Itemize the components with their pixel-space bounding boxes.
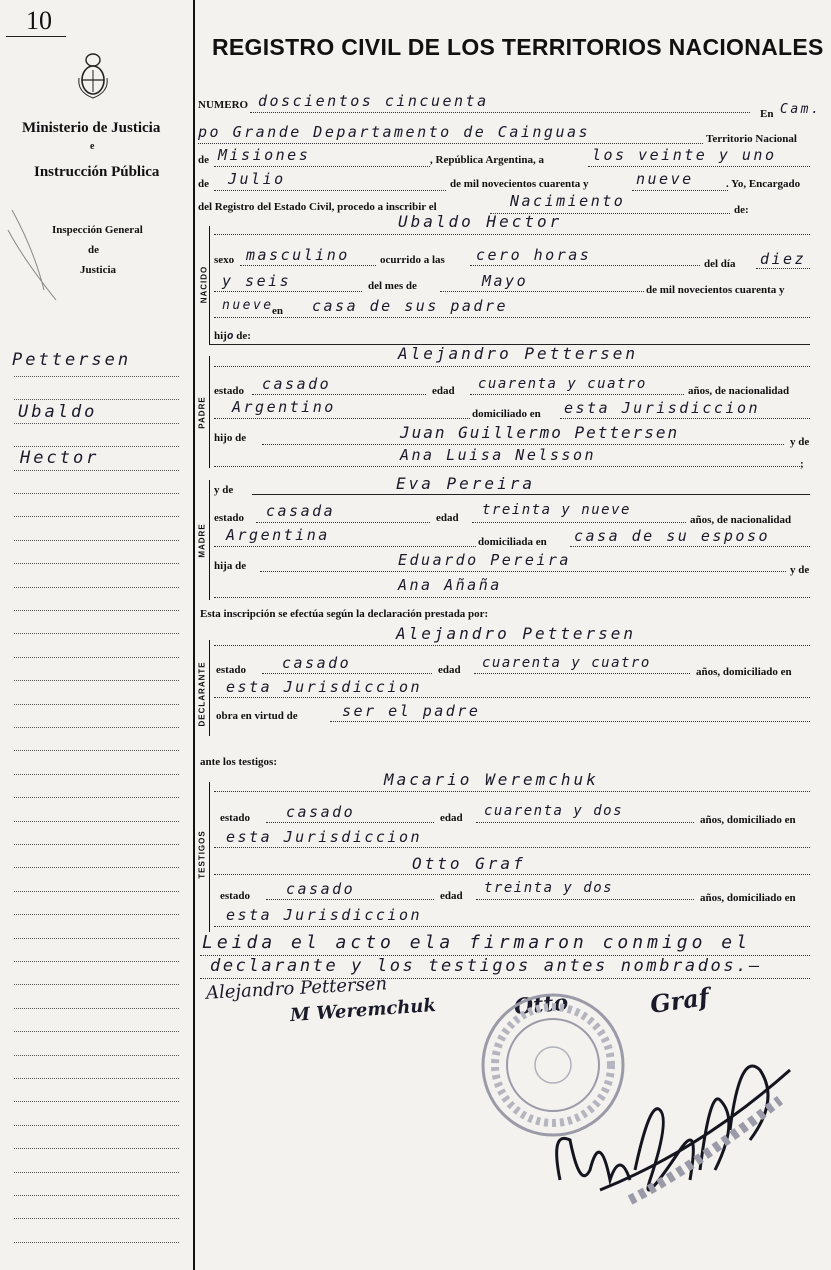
territorio-value: Misiones <box>218 146 311 164</box>
sexo-value: masculino <box>246 246 350 264</box>
ministry-line-2: e <box>90 141 95 152</box>
padre-semicolon: ; <box>800 458 804 470</box>
inspection-line-1: Inspección General <box>52 224 143 236</box>
margin-rule <box>14 423 179 424</box>
mes-value: Julio <box>228 170 286 188</box>
margin-rule <box>14 657 179 658</box>
madre-hija-de-label: hija de <box>214 560 247 572</box>
nacido-bracket <box>209 226 210 344</box>
margin-rule <box>14 399 179 400</box>
margin-rule <box>14 797 179 798</box>
madre-edad-value: treinta y nueve <box>482 502 631 518</box>
ministry-line-1: Ministerio de Justicia <box>22 120 161 136</box>
margin-rule <box>14 1148 179 1149</box>
testigo2-edad-label: edad <box>440 890 463 902</box>
margin-rule <box>14 540 179 541</box>
padre-bracket <box>209 356 210 468</box>
margin-rule <box>14 1055 179 1056</box>
madre-nacionalidad-value: Argentina <box>226 526 330 544</box>
margin-scribble <box>4 190 64 310</box>
declarante-anios-label: años, domiciliado en <box>696 666 792 678</box>
acto-value: Nacimiento <box>510 192 626 210</box>
padre-hijo-de-label: hijo de <box>214 432 247 444</box>
testigo1-edad-label: edad <box>440 812 463 824</box>
numero-value: doscientos cincuenta <box>258 92 489 110</box>
testigo1-nombre-value: Macario Weremchuk <box>384 770 599 789</box>
padre-estado-value: casado <box>262 375 332 393</box>
anio-value: nueve <box>636 170 694 188</box>
dia-cont-value: y seis <box>222 272 292 290</box>
testigo1-edad-value: cuarenta y dos <box>484 803 624 819</box>
dia-label: del día <box>704 258 736 270</box>
margin-rule <box>14 1218 179 1219</box>
margin-rule <box>14 680 179 681</box>
margin-rule <box>14 563 179 564</box>
margin-rule <box>14 587 179 588</box>
margin-rule <box>14 727 179 728</box>
declarante-nombre-value: Alejandro Pettersen <box>396 624 637 643</box>
margin-rule <box>14 1242 179 1243</box>
en-value: Cam. <box>780 102 822 117</box>
obra-label: obra en virtud de <box>216 710 298 722</box>
margin-rule <box>14 446 179 447</box>
republica-label: , República Argentina, a <box>430 154 544 166</box>
inscribir-label: del Registro del Estado Civil, procedo a inscribir el <box>198 201 437 213</box>
padre-domicilio-value: esta Jurisdiccion <box>564 399 761 417</box>
madre-y-de2-label: y de <box>790 564 810 576</box>
declarante-edad-label: edad <box>438 664 461 676</box>
margin-rule <box>14 1172 179 1173</box>
margin-rule <box>14 1125 179 1126</box>
padre-anios-label: años, de nacionalidad <box>688 385 790 397</box>
inspection-line-2: de <box>88 244 99 256</box>
padre-label: PADRE <box>197 396 207 429</box>
margin-rule <box>14 704 179 705</box>
margin-rule <box>14 1008 179 1009</box>
registrar-signature <box>540 1030 800 1210</box>
testigo1-estado-label: estado <box>220 812 250 824</box>
coat-of-arms-icon <box>76 48 110 102</box>
page-number: 10 <box>26 6 52 35</box>
testigos-intro-label: ante los testigos: <box>200 756 277 768</box>
nacido-mil-label: de mil novecientos cuarenta y <box>646 284 785 296</box>
nacido-anio-value: nueve <box>222 298 274 313</box>
margin-rule <box>14 1031 179 1032</box>
testigo2-domicilio-value: esta Jurisdiccion <box>226 906 423 924</box>
declaracion-intro-label: Esta inscripción se efectúa según la declaración prestada por: <box>200 608 489 620</box>
inspection-line-3: Justicia <box>80 264 117 276</box>
en-lugar-label: en <box>272 305 283 317</box>
margin-rule <box>14 867 179 868</box>
madre-y-de-label: y de <box>214 484 234 496</box>
margin-rule <box>14 891 179 892</box>
margin-rule <box>14 376 179 377</box>
nacido-lugar-value: casa de sus padre <box>312 297 509 315</box>
yo-label: . Yo, Encargado <box>726 178 801 190</box>
padre-madre-value: Ana Luisa Nelsson <box>400 446 597 464</box>
en-label: En <box>760 108 774 120</box>
declarante-edad-value: cuarenta y cuatro <box>482 655 651 671</box>
declarante-label: DECLARANTE <box>197 661 207 727</box>
closing-line-1: Leida el acto ela firmaron conmigo el <box>202 932 751 953</box>
margin-name-2: Hector <box>20 448 100 468</box>
margin-surname: Pettersen <box>12 350 132 370</box>
madre-estado-label: estado <box>214 512 244 524</box>
madre-padre-value: Eduardo Pereira <box>398 551 571 569</box>
margin-rule <box>14 750 179 751</box>
de3-label: de: <box>734 204 749 216</box>
padre-domiciliado-label: domiciliado en <box>472 408 541 420</box>
margin-rule <box>14 938 179 939</box>
signature-macario: M Weremchuk <box>289 994 437 1027</box>
madre-domiciliada-label: domiciliada en <box>478 536 547 548</box>
nacido-label: NACIDO <box>199 265 209 304</box>
margin-rule <box>14 1101 179 1102</box>
margin-rule <box>14 844 179 845</box>
testigos-label: TESTIGOS <box>197 830 207 879</box>
madre-edad-label: edad <box>436 512 459 524</box>
margin-rule <box>14 610 179 611</box>
margin-rule <box>14 1078 179 1079</box>
de-label: de <box>198 154 209 166</box>
ministry-line-3: Instrucción Pública <box>34 164 160 180</box>
de2-label: de <box>198 178 209 190</box>
madre-bracket <box>209 480 210 600</box>
margin-name-1: Ubaldo <box>18 402 98 422</box>
margin-rule <box>14 984 179 985</box>
mil-label: de mil novecientos cuarenta y <box>450 178 589 190</box>
margin-divider <box>193 0 195 1270</box>
ocurrido-label: ocurrido a las <box>380 254 445 266</box>
testigo1-domicilio-value: esta Jurisdiccion <box>226 828 423 846</box>
madre-domicilio-value: casa de su esposo <box>574 527 771 545</box>
testigo1-estado-value: casado <box>286 803 356 821</box>
declarante-estado-value: casado <box>282 654 352 672</box>
hijo-label: hijo de: <box>214 329 251 342</box>
padre-edad-value: cuarenta y cuatro <box>478 376 647 392</box>
declarante-domicilio-value: esta Jurisdiccion <box>226 678 423 696</box>
nacido-nombre-value: Ubaldo Hector <box>398 212 563 231</box>
numero-label: NUMERO <box>198 99 249 111</box>
testigos-bracket <box>209 782 210 932</box>
margin-rule <box>14 821 179 822</box>
margin-rule <box>14 914 179 915</box>
padre-edad-label: edad <box>432 385 455 397</box>
fecha-value: los veinte y uno <box>592 146 777 164</box>
madre-label: MADRE <box>197 523 207 558</box>
document-title: REGISTRO CIVIL DE LOS TERRITORIOS NACIONALES <box>212 34 824 60</box>
signature-graf: Graf <box>648 982 711 1019</box>
madre-anios-label: años, de nacionalidad <box>690 514 792 526</box>
madre-madre-value: Ana Añaña <box>398 576 502 594</box>
closing-line-2: declarante y los testigos antes nombrados.— <box>210 956 762 976</box>
testigo2-nombre-value: Otto Graf <box>412 854 526 873</box>
territorio-label: Territorio Nacional <box>706 133 797 145</box>
page-number-underline <box>6 36 66 37</box>
padre-estado-label: estado <box>214 385 244 397</box>
madre-nombre-value: Eva Pereira <box>396 474 535 493</box>
padre-padre-value: Juan Guillermo Pettersen <box>400 423 680 442</box>
testigo2-estado-label: estado <box>220 890 250 902</box>
margin-rule <box>14 961 179 962</box>
margin-rule <box>14 1195 179 1196</box>
margin-rule <box>14 470 179 471</box>
padre-nacionalidad-value: Argentino <box>232 398 336 416</box>
testigo2-edad-value: treinta y dos <box>484 880 614 896</box>
madre-estado-value: casada <box>266 502 336 520</box>
margin-rule <box>14 774 179 775</box>
mes-label: del mes de <box>368 280 417 292</box>
sexo-label: sexo <box>214 254 235 266</box>
margin-rule <box>14 633 179 634</box>
testigo2-estado-value: casado <box>286 880 356 898</box>
hora-value: cero horas <box>476 246 592 264</box>
nacido-mes-value: Mayo <box>482 272 529 290</box>
signature-alejandro: Alejandro Pettersen <box>205 973 388 1004</box>
declarante-bracket <box>209 640 210 736</box>
padre-nombre-value: Alejandro Pettersen <box>398 344 639 363</box>
testigo2-anios-label: años, domiciliado en <box>700 892 796 904</box>
padre-y-de-label: y de <box>790 436 810 448</box>
dia-value: diez <box>760 250 807 268</box>
declarante-estado-label: estado <box>216 664 246 676</box>
lugar-value: po Grande Departamento de Cainguas <box>198 123 591 141</box>
signature-otto: Otto <box>512 989 570 1021</box>
margin-rule <box>14 516 179 517</box>
obra-value: ser el padre <box>342 702 481 720</box>
margin-rule <box>14 493 179 494</box>
testigo1-anios-label: años, domiciliado en <box>700 814 796 826</box>
